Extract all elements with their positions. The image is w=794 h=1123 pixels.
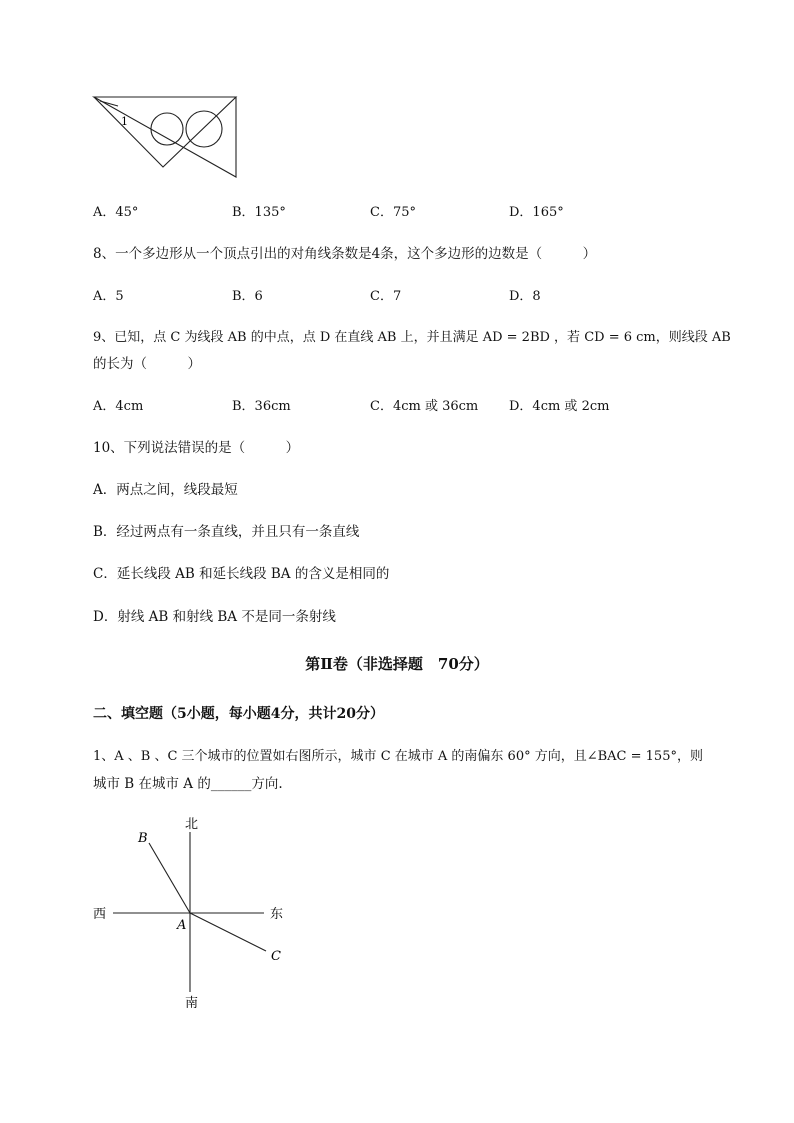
q7-option-c: C．75° (370, 205, 416, 220)
q9-option-a: A．4cm (93, 399, 144, 414)
q10-option-b: B．经过两点有一条直线，并且只有一条直线 (93, 524, 360, 540)
q9-stem-line1: 9、已知，点 C 为线段 AB 的中点，点 D 在直线 AB 上，并且满足 AD = 2BD ，若 CD = 6 cm，则线段 AB (93, 330, 731, 345)
south-label: 南 (185, 996, 199, 1011)
q8-stem: 8、一个多边形从一个顶点引出的对角线条数是4条，这个多边形的边数是（ ） (93, 246, 597, 262)
q8-option-d: D．8 (509, 289, 541, 304)
q7-option-d: D．165° (509, 205, 564, 220)
q8-option-b: B．6 (232, 289, 263, 304)
q10-option-d: D．射线 AB 和射线 BA 不是同一条射线 (93, 609, 336, 625)
fill1-line1: 1、A 、B 、C 三个城市的位置如右图所示，城市 C 在城市 A 的南偏东 60° 方向，且∠BAC = 155°，则 (93, 749, 703, 764)
q8-option-c: C．7 (370, 289, 402, 304)
q9-stem-line2: 的长为（ ） (93, 356, 201, 372)
north-label: 北 (185, 817, 199, 832)
ray-ab (149, 843, 190, 913)
section2-heading: 二、填空题（5小题，每小题4分，共计20分） (93, 706, 384, 722)
q10-stem: 10、下列说法错误的是（ ） (93, 440, 300, 456)
angle-1-label: 1 (121, 115, 128, 128)
ray-ac (190, 913, 266, 951)
q10-option-a: A．两点之间，线段最短 (93, 482, 238, 498)
point-a-label: A (177, 918, 187, 933)
q9-option-d: D．4cm 或 2cm (509, 399, 610, 414)
east-label: 东 (270, 907, 284, 922)
q7-option-b: B．135° (232, 205, 286, 220)
q10-option-c: C．延长线段 AB 和延长线段 BA 的含义是相同的 (93, 566, 390, 582)
q7-option-a: A．45° (93, 205, 139, 220)
point-b-label: B (138, 831, 148, 846)
q9-option-c: C．4cm 或 36cm (370, 399, 479, 414)
point-c-label: C (271, 949, 281, 964)
q9-option-b: B．36cm (232, 399, 291, 414)
q8-option-a: A．5 (93, 289, 124, 304)
fill1-line2: 城市 B 在城市 A 的______方向. (93, 776, 283, 792)
west-label: 西 (93, 907, 107, 922)
part2-title: 第Ⅱ卷（非选择题 70分） (305, 655, 489, 673)
